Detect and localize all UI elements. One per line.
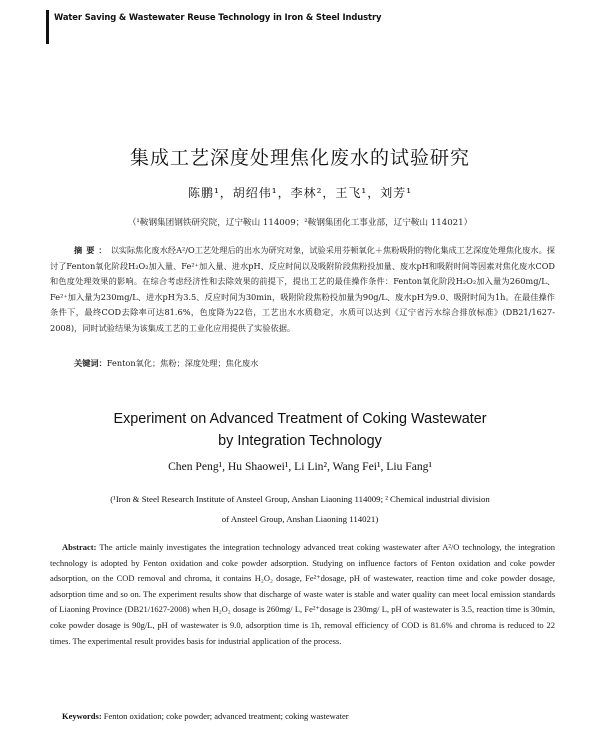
- chinese-authors: 陈鹏¹，胡绍伟¹，李林²，王飞¹，刘芳¹: [187, 186, 413, 200]
- english-keywords: [62, 711, 349, 721]
- chinese-keywords-label: 关键词：: [74, 358, 107, 368]
- running-header: Water Saving & Wastewater Reuse Technology in Iron & Steel Industry: [54, 12, 382, 22]
- english-abstract-text: The article mainly investigates the integration technology advanced treat coking wastewater after A²/O technology, the integration technology is adopted by Fenton oxidation and coke powder adsorption. Studying on influence factors of Fenton oxidation and coke powder adsorption, on the COD removal and chroma, it contains H₂O₂ dosage, Fe²⁺dosage, pH of wastewater, reaction time and coke powder dosage, adsorption time and so on. The experiment results show that discharge of waste water is stable and water quality can meet local emission standards of Liaoning Province (DB21/1627-2008) when H₂O₂ dosage is 260mg/ L, Fe²⁺dosage is 230mg/ L, pH of wastewater is 3.5, reaction time is 30min, coke powder dosage is 90g/L, pH of wastewater is 9.0, adsorption time is 1h, removal efficiency of COD is 81.6% and chroma is reduced to 22 times. The experimental result provides basis for industrial application of the process.: [50, 542, 555, 646]
- english-keywords-text: Fenton oxidation; coke powder; advanced treatment; coking wastewater: [103, 711, 349, 721]
- english-affiliation: [0, 489, 600, 529]
- header-rule: [46, 10, 49, 44]
- chinese-abstract: [50, 243, 555, 337]
- chinese-affiliation: （¹鞍钢集团钢铁研究院，辽宁鞍山 114009；²鞍钢集团化工事业部，辽宁鞍山 114021）: [127, 218, 473, 228]
- english-keywords-label: Keywords:: [62, 711, 102, 721]
- chinese-keywords: [74, 358, 258, 369]
- english-authors: Chen Peng¹, Hu Shaowei¹, Li Lin², Wang Fei¹, Liu Fang¹: [168, 460, 432, 473]
- chinese-title: 集成工艺深度处理焦化废水的试验研究: [129, 147, 470, 169]
- chinese-abstract-label: 摘要：: [74, 245, 111, 255]
- chinese-abstract-text: 以实际焦化废水经A²/O工艺处理后的出水为研究对象，试验采用芬顿氧化＋焦粉吸附的物化集成工艺深度处理焦化废水。探讨了Fenton氧化阶段H₂O₂加入量、Fe²⁺加入量、进水pH、反应时间以及吸附阶段焦粉投加量、废水pH和吸附时间等因素对焦化废水COD和色度处理效果的影响。在综合考虑经济性和去除效果的前提下，提出工艺的最佳操作条件：Fenton氧化阶段H₂O₂加入量为260mg/L、Fe²⁺加入量为230mg/L、进水pH为3.5、反应时间为30min，吸附阶段焦粉投加量为90g/L、废水pH为9.0、吸附时间为1h。在最佳操作条件下，最终COD去除率可达81.6%，色度降为22倍，工艺出水水质稳定，水质可以达到《辽宁省污水综合排放标准》(DB21/1627-2008)，同时试验结果为该集成工艺的工业化应用提供了实验依据。: [50, 245, 555, 333]
- english-title-line1: Experiment on Advanced Treatment of Coking Wastewater: [113, 411, 487, 427]
- english-title-line2: by Integration Technology: [218, 433, 382, 449]
- english-title: [0, 408, 600, 452]
- english-abstract-label: Abstract:: [62, 542, 97, 552]
- english-affiliation-line2: of Ansteel Group, Anshan Liaoning 114021): [221, 514, 379, 524]
- english-abstract: [50, 540, 555, 649]
- chinese-keywords-text: Fenton氧化；焦粉；深度处理；焦化废水: [106, 358, 259, 368]
- english-affiliation-line1: (¹Iron & Steel Research Institute of Ansteel Group, Anshan Liaoning 114009; ² Chemical industrial division: [110, 494, 490, 504]
